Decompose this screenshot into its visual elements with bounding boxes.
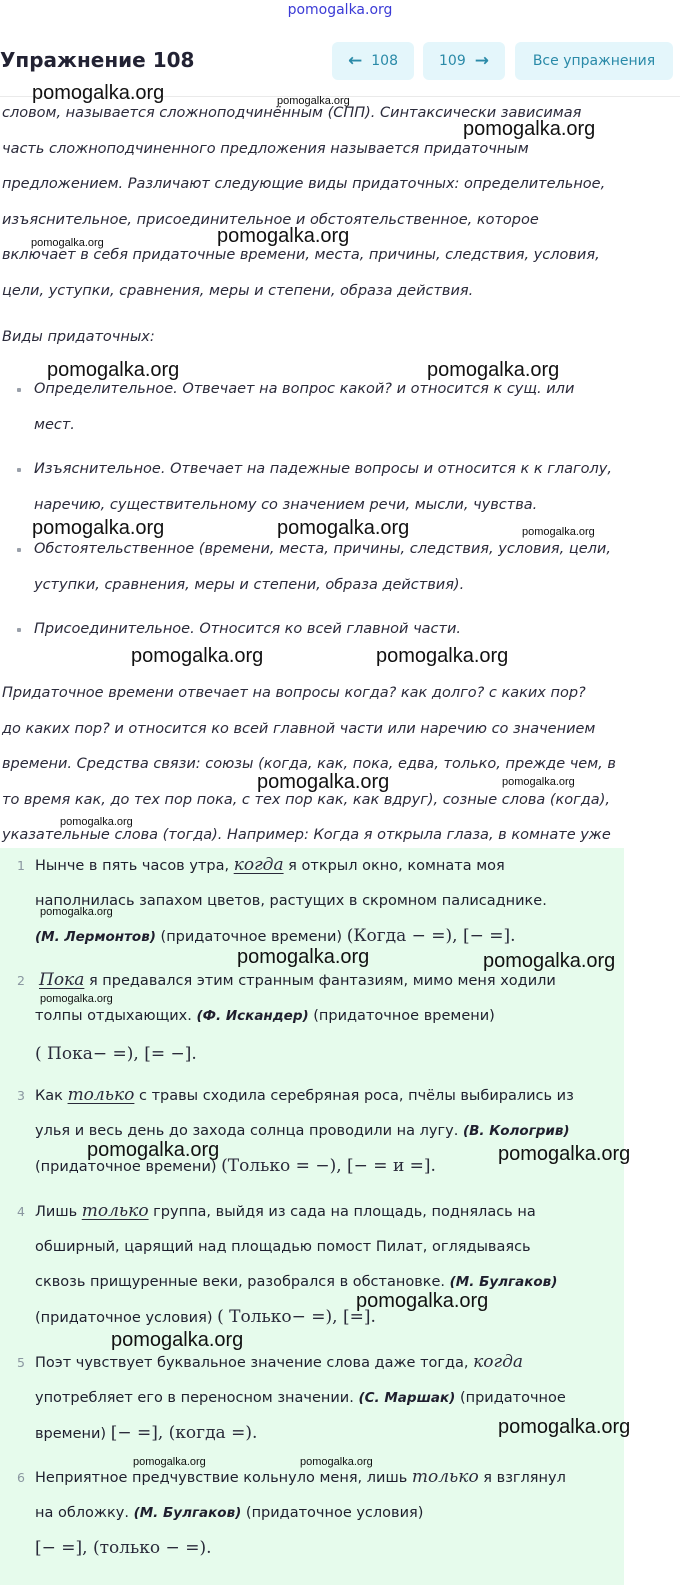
conjunction-word: только: [81, 1201, 149, 1221]
example-body: [35, 963, 627, 1075]
watermark-text: pomogalka.org: [131, 645, 264, 667]
watermark-text: pomogalka.org: [32, 517, 165, 539]
example-line: обширный, царящий над площадью помост Пилат, оглядываясь: [35, 1239, 531, 1255]
watermark-text: pomogalka.org: [277, 517, 410, 539]
text-span: Нынче в пять часов утра,: [35, 858, 234, 874]
example-line: [35, 1034, 627, 1075]
sentence-scheme: [− =], (когда =).: [110, 1423, 258, 1443]
watermark-text: pomogalka.org: [31, 237, 104, 249]
next-exercise-button[interactable]: [423, 42, 505, 80]
example-body: [35, 848, 627, 955]
watermark-text: pomogalka.org: [87, 1139, 220, 1161]
types-heading: [2, 320, 155, 356]
watermark-text: pomogalka.org: [498, 1416, 631, 1438]
conjunction-word: только: [411, 1467, 479, 1487]
text-line: Изъяснительное. Отвечает на падежные вопросы и относится к к глаголу,: [34, 461, 612, 477]
watermark-text: pomogalka.org: [217, 225, 350, 247]
author: (М. Булгаков): [133, 1505, 242, 1521]
example-number: 5: [17, 1355, 25, 1370]
text-line: цели, уступки, сравнения, меры и степени, образа действия.: [2, 282, 474, 299]
text-line: включает в себя придаточные времени, места, причины, следствия, условия,: [2, 247, 600, 263]
conjunction-word: когда: [473, 1352, 524, 1372]
example-line: [35, 1078, 627, 1114]
arrow-left-icon: ←: [348, 51, 363, 71]
example-line: наполнилась запахом цветов, растущих в скромном палисаднике.: [35, 893, 547, 909]
example-line: [35, 848, 627, 884]
text-line: часть сложноподчиненного предложения называется придаточным: [2, 140, 529, 157]
watermark-text: pomogalka.org: [237, 946, 370, 968]
bullet-icon: [17, 468, 21, 472]
next-exercise-label: 109: [439, 53, 466, 69]
text-line: до каких пор? и относится ко всей главной части или наречию со значением: [2, 720, 596, 737]
watermark-text: pomogalka.org: [32, 82, 165, 104]
text-line: времени. Средства связи: союзы (когда, как, пока, едва, только, прежде чем, в: [2, 756, 616, 772]
exercise-header: [0, 40, 680, 84]
example-body: [35, 1460, 627, 1567]
text-span: улья и весь день до захода солнца проводили на лугу.: [35, 1123, 463, 1139]
author: (В. Кологрив): [462, 1123, 570, 1139]
text-line: Придаточное времени отвечает на вопросы когда? как долго? с каких пор?: [2, 685, 586, 701]
watermark-text: pomogalka.org: [498, 1143, 631, 1165]
example-number: 2: [17, 973, 25, 988]
conjunction-word: только: [67, 1085, 135, 1105]
watermark-text: pomogalka.org: [277, 95, 350, 107]
text-span: группа, выйдя из сада на площадь, поднялась на: [148, 1204, 536, 1220]
example-body: [35, 1078, 627, 1185]
text-span: Неприятное предчувствие кольнуло меня, лишь: [35, 1470, 412, 1486]
text-span: толпы отдыхающих.: [35, 1008, 197, 1024]
sentence-scheme: [− =], (только − =).: [35, 1538, 212, 1558]
all-exercises-button[interactable]: [515, 42, 673, 80]
text-line: наречию, существительному со значением речи, мысли, чувства.: [34, 496, 538, 513]
text-line: Обстоятельственное (времени, места, причины, следствия, условия, цели,: [34, 541, 611, 557]
watermark-text: pomogalka.org: [40, 906, 113, 918]
example-line: [35, 1194, 627, 1230]
watermark-text: pomogalka.org: [47, 359, 180, 381]
example-line: [35, 1531, 627, 1567]
list-item: [0, 372, 680, 443]
list-item: [0, 532, 680, 603]
watermark-text: pomogalka.org: [356, 1290, 489, 1312]
site-url[interactable]: pomogalka.org: [287, 2, 393, 18]
page-title: Упражнение 108: [0, 48, 195, 72]
bullet-icon: [17, 548, 21, 552]
text-line: словом, называется сложноподчинённым (СПП). Синтаксически зависимая: [2, 105, 582, 121]
watermark-text: pomogalka.org: [522, 526, 595, 538]
text-span: сквозь прищуренные веки, разобрался в обстановке.: [35, 1274, 450, 1290]
text-span: я взглянул: [478, 1470, 566, 1486]
sentence-scheme: ( Пока− =), [= −].: [35, 1044, 197, 1064]
text-span: Лишь: [35, 1204, 82, 1220]
text-span: Как: [35, 1088, 68, 1104]
example-line: [35, 1381, 627, 1416]
text-line: мест.: [34, 416, 75, 433]
prev-exercise-label: 108: [371, 53, 398, 69]
example-number: 6: [17, 1470, 25, 1485]
clause-type: времени): [35, 1426, 111, 1442]
clause-type: (придаточное времени): [35, 1159, 222, 1175]
text-line: Присоединительное. Относится ко всей главной части.: [34, 621, 461, 637]
arrow-right-icon: →: [474, 51, 489, 71]
watermark-text: pomogalka.org: [60, 816, 133, 828]
text-line: уступки, сравнения, меры и степени, образа действия).: [34, 576, 465, 593]
bullet-icon: [17, 628, 21, 632]
watermark-text: pomogalka.org: [300, 1456, 373, 1468]
theory-section: [0, 96, 680, 848]
example-body: [35, 1194, 627, 1336]
watermark-text: pomogalka.org: [111, 1329, 244, 1351]
text-span: (придаточное: [455, 1390, 566, 1406]
clause-type: (придаточное условия): [241, 1505, 424, 1521]
example-number: 4: [17, 1204, 25, 1219]
text-line: предложением. Различают следующие виды придаточных: определительное,: [2, 176, 606, 192]
text-span: Поэт чувствует буквальное значение слова даже тогда,: [35, 1355, 474, 1371]
conjunction-word: когда: [233, 855, 284, 875]
sentence-scheme: (Когда − =), [− =].: [346, 926, 516, 946]
author: (С. Маршак): [358, 1390, 456, 1406]
text-line: Определительное. Отвечает на вопрос какой? и относится к сущ. или: [34, 381, 575, 397]
example-number: 1: [17, 858, 25, 873]
text-line: указательные слова (тогда). Например: Когда я открыла глаза, в комнате уже: [2, 827, 611, 843]
clause-type: (придаточное времени): [155, 929, 347, 945]
watermark-text: pomogalka.org: [427, 359, 560, 381]
watermark-text: pomogalka.org: [502, 776, 575, 788]
watermark-text: pomogalka.org: [376, 645, 509, 667]
example-line: [35, 1496, 627, 1531]
text-span: на обложку.: [35, 1505, 134, 1521]
watermark-text: pomogalka.org: [483, 950, 616, 972]
watermark-text: pomogalka.org: [133, 1456, 206, 1468]
watermark-text: pomogalka.org: [40, 993, 113, 1005]
example-number: 3: [17, 1088, 25, 1103]
text-span: употребляет его в переносном значении.: [35, 1390, 359, 1406]
sentence-scheme: (Только = −), [− = и =].: [221, 1156, 436, 1176]
example-line: [35, 999, 627, 1034]
conjunction-word: Пока: [39, 970, 85, 990]
list-item: [0, 612, 680, 648]
clause-type: (придаточное условия): [35, 1310, 218, 1326]
text-line: изъяснительное, присоединительное и обстоятельственное, которое: [2, 211, 539, 228]
author: (Ф. Искандер): [196, 1008, 309, 1024]
types-heading-text: Виды придаточных:: [2, 329, 155, 345]
example-line: [35, 1265, 627, 1300]
watermark-text: pomogalka.org: [257, 771, 390, 793]
prev-exercise-button[interactable]: [332, 42, 414, 80]
author: (М. Булгаков): [449, 1274, 558, 1290]
sentence-scheme: ( Только− =), [=].: [217, 1307, 376, 1327]
all-exercises-label: Все упражнения: [532, 53, 656, 69]
bullet-icon: [17, 388, 21, 392]
text-span: я предавался этим странным фантазиям, мимо меня ходили: [84, 973, 556, 989]
types-list: [0, 372, 680, 657]
list-item: [0, 452, 680, 523]
text-line: то время как, до тех пор пока, с тех пор как, как вдруг), созные слова (когда),: [2, 791, 610, 808]
clause-type: (придаточное времени): [308, 1008, 495, 1024]
watermark-text: pomogalka.org: [463, 118, 596, 140]
text-span: с травы сходила серебряная роса, пчёлы выбирались из: [134, 1088, 574, 1104]
author: (М. Лермонтов): [35, 929, 156, 945]
text-span: я открыл окно, комната моя: [283, 858, 505, 874]
